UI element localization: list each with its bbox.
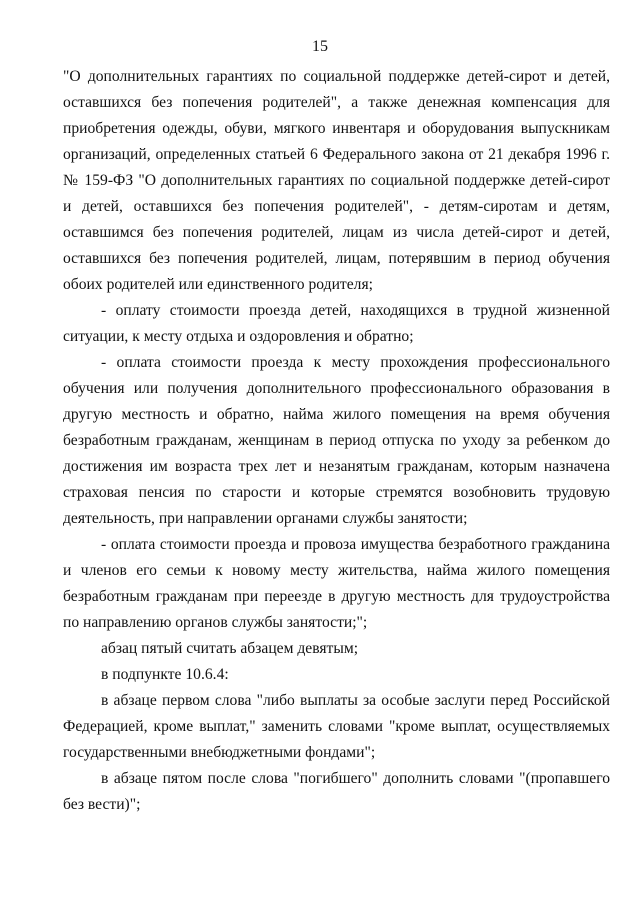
- page-number: 15: [312, 38, 328, 55]
- paragraph-training-travel: - оплата стоимости проезда к месту прохождения профессионального обучения или получения дополнительного профессионального образования в другую местность и обратно, найма жилого помещения на время обучения безработным гражданам, женщинам в период отпуска по уходу за ребенком до достижения им возраста трех лет и незанятым гражданам, которым назначена страховая пенсия по старости и которые стремятся возобновить трудовую деятельность, при направлении органами службы занятости;: [63, 354, 610, 527]
- paragraph-first-amendment: в абзаце первом слова "либо выплаты за особые заслуги перед Российской Федерацией, кроме выплат," заменить словами "кроме выплат, осуществляемых государственными внебюджетными фондами";: [63, 692, 610, 761]
- paragraph-relocation: - оплата стоимости проезда и провоза имущества безработного гражданина и членов его семьи к новому месту жительства, найма жилого помещения безработным гражданам при переезде в другую местность для трудоустройства по направлению органов службы занятости;";: [63, 536, 610, 631]
- paragraph-travel-children: - оплату стоимости проезда детей, находящихся в трудной жизненной ситуации, к месту отдыха и оздоровления и обратно;: [63, 302, 610, 345]
- paragraph-fifth-amendment: в абзаце пятом после слова "погибшего" дополнить словами "(пропавшего без вести)";: [63, 770, 610, 813]
- paragraph-renumber: абзац пятый считать абзацем девятым;: [101, 640, 359, 657]
- paragraph-subclause: в подпункте 10.6.4:: [101, 666, 229, 683]
- paragraph-continuation: "О дополнительных гарантиях по социальной поддержке детей-сирот и детей, оставшихся без попечения родителей", а также денежная компенсация для приобретения одежды, обуви, мягкого инвентаря и оборудования выпускникам организаций, определенных статьей 6 Федерального закона от 21 декабря 1996 г. № 159-ФЗ "О дополнительных гарантиях по социальной поддержке детей-сирот и детей, оставшихся без попечения родителей", - детям-сиротам и детям, оставшимся без попечения родителей, лицам из числа детей-сирот и детей, оставшихся без попечения родителей, лицам, потерявшим в период обучения обоих родителей или единственного родителя;: [63, 68, 610, 293]
- document-body: [63, 64, 610, 818]
